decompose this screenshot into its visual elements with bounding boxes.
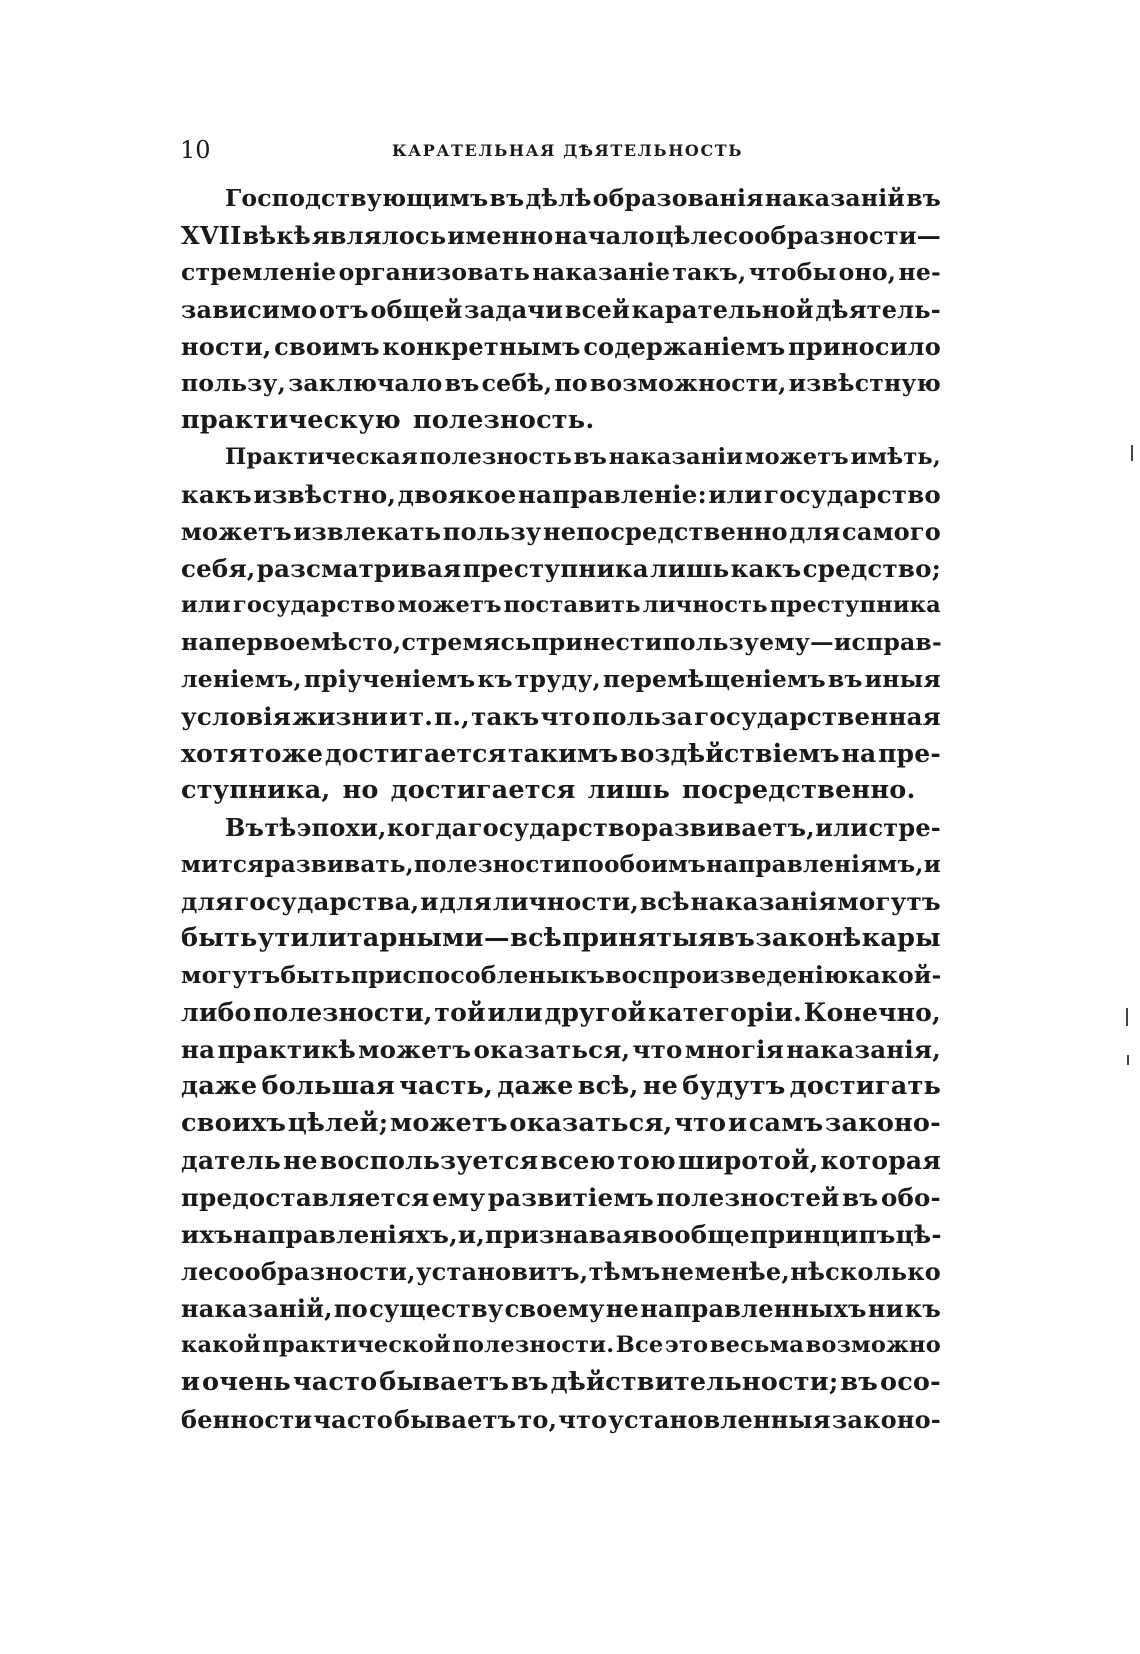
- text-line: ихъ направленіяхъ, и, признавая вообще принципъ цѣ-: [181, 1220, 942, 1249]
- text-line: Практическая полезность въ наказаніи можетъ имѣть,: [225, 444, 941, 470]
- text-line: ступника, но достигается лишь посредственно.: [181, 775, 916, 805]
- paragraph-2: [181, 439, 941, 809]
- scan-artifact: [1127, 1055, 1129, 1065]
- text-line: условія жизни и т. п., такъ что польза государственная: [181, 702, 941, 731]
- text-line: бенности часто бываетъ то, что установленныя законо-: [181, 1405, 941, 1434]
- text-line: наказаній, по существу своему не направленныхъ ни къ: [181, 1294, 941, 1323]
- scan-artifact: [1131, 445, 1133, 461]
- text-line: мится развивать, полезности по обоимъ направленіямъ, и: [181, 851, 941, 878]
- text-line: можетъ извлекать пользу непосредственно для самого: [181, 517, 941, 546]
- body-text: [181, 180, 941, 1438]
- page-number: 10: [180, 136, 211, 164]
- text-line: стремленіе организовать наказаніе такъ, чтобы оно, не-: [181, 258, 941, 286]
- text-line: Въ тѣ эпохи, когда государство развиваетъ, или стре-: [225, 813, 941, 842]
- text-line: себя, разсматривая преступника лишь какъ средство;: [181, 554, 941, 583]
- text-line: на практикѣ можетъ оказаться, что многія наказанія,: [181, 1035, 941, 1064]
- text-line: предоставляется ему развитіемъ полезностей въ обо-: [181, 1183, 941, 1212]
- text-line: для государства, и для личности, всѣ наказанія могутъ: [181, 887, 941, 916]
- paragraph-3: [181, 809, 941, 1438]
- paragraph-1: [181, 180, 941, 439]
- text-line: лесообразности, установитъ, тѣмъ не менѣе, нѣсколько: [181, 1257, 941, 1286]
- text-line: практическую полезность.: [181, 405, 595, 435]
- text-line: быть утилитарными — всѣ принятыя въ законѣ кары: [181, 923, 941, 953]
- text-line: или государство можетъ поставить личность преступника: [181, 592, 941, 618]
- text-line: XVII вѣкѣ являлось именно начало цѣлесообразности—: [181, 221, 941, 250]
- text-line: какой практической полезности. Все это весьма возможно: [181, 1332, 941, 1358]
- text-line: могутъ быть приспособлены къ воспроизведенію какой-: [181, 961, 942, 989]
- text-line: либо полезности, той или другой категоріи. Конечно,: [181, 998, 941, 1027]
- text-line: хотя тоже достигается такимъ воздѣйствіемъ на пре-: [181, 739, 941, 768]
- text-line: Господствующимъ въ дѣлѣ образованія наказаній въ: [225, 184, 941, 212]
- text-line: ности, своимъ конкретнымъ содержаніемъ приносило: [181, 332, 941, 361]
- scan-artifact: [1126, 1008, 1128, 1026]
- text-line: на первое мѣсто, стремясь принести пользу ему — исправ-: [181, 628, 942, 656]
- text-line: датель не воспользуется всею тою широтой, которая: [181, 1146, 941, 1175]
- text-line: своихъ цѣлей; можетъ оказаться, что и самъ законо-: [181, 1108, 941, 1138]
- text-line: даже большая часть, даже всѣ, не будутъ достигать: [181, 1071, 941, 1101]
- text-line: леніемъ, пріученіемъ къ труду, перемѣщеніемъ въ иныя: [181, 665, 941, 693]
- text-line: и очень часто бываетъ въ дѣйствительности; въ осо-: [181, 1367, 941, 1397]
- running-head: КАРАТЕЛЬНАЯ ДѢЯТЕЛЬНОСТЬ: [392, 141, 744, 160]
- text-line: пользу, заключало въ себѣ, по возможности, извѣстную: [181, 369, 941, 397]
- text-line: какъ извѣстно, двоякое направленіе: или государство: [181, 480, 941, 509]
- text-line: зависимо отъ общей задачи всей карательной дѣятель-: [181, 295, 941, 324]
